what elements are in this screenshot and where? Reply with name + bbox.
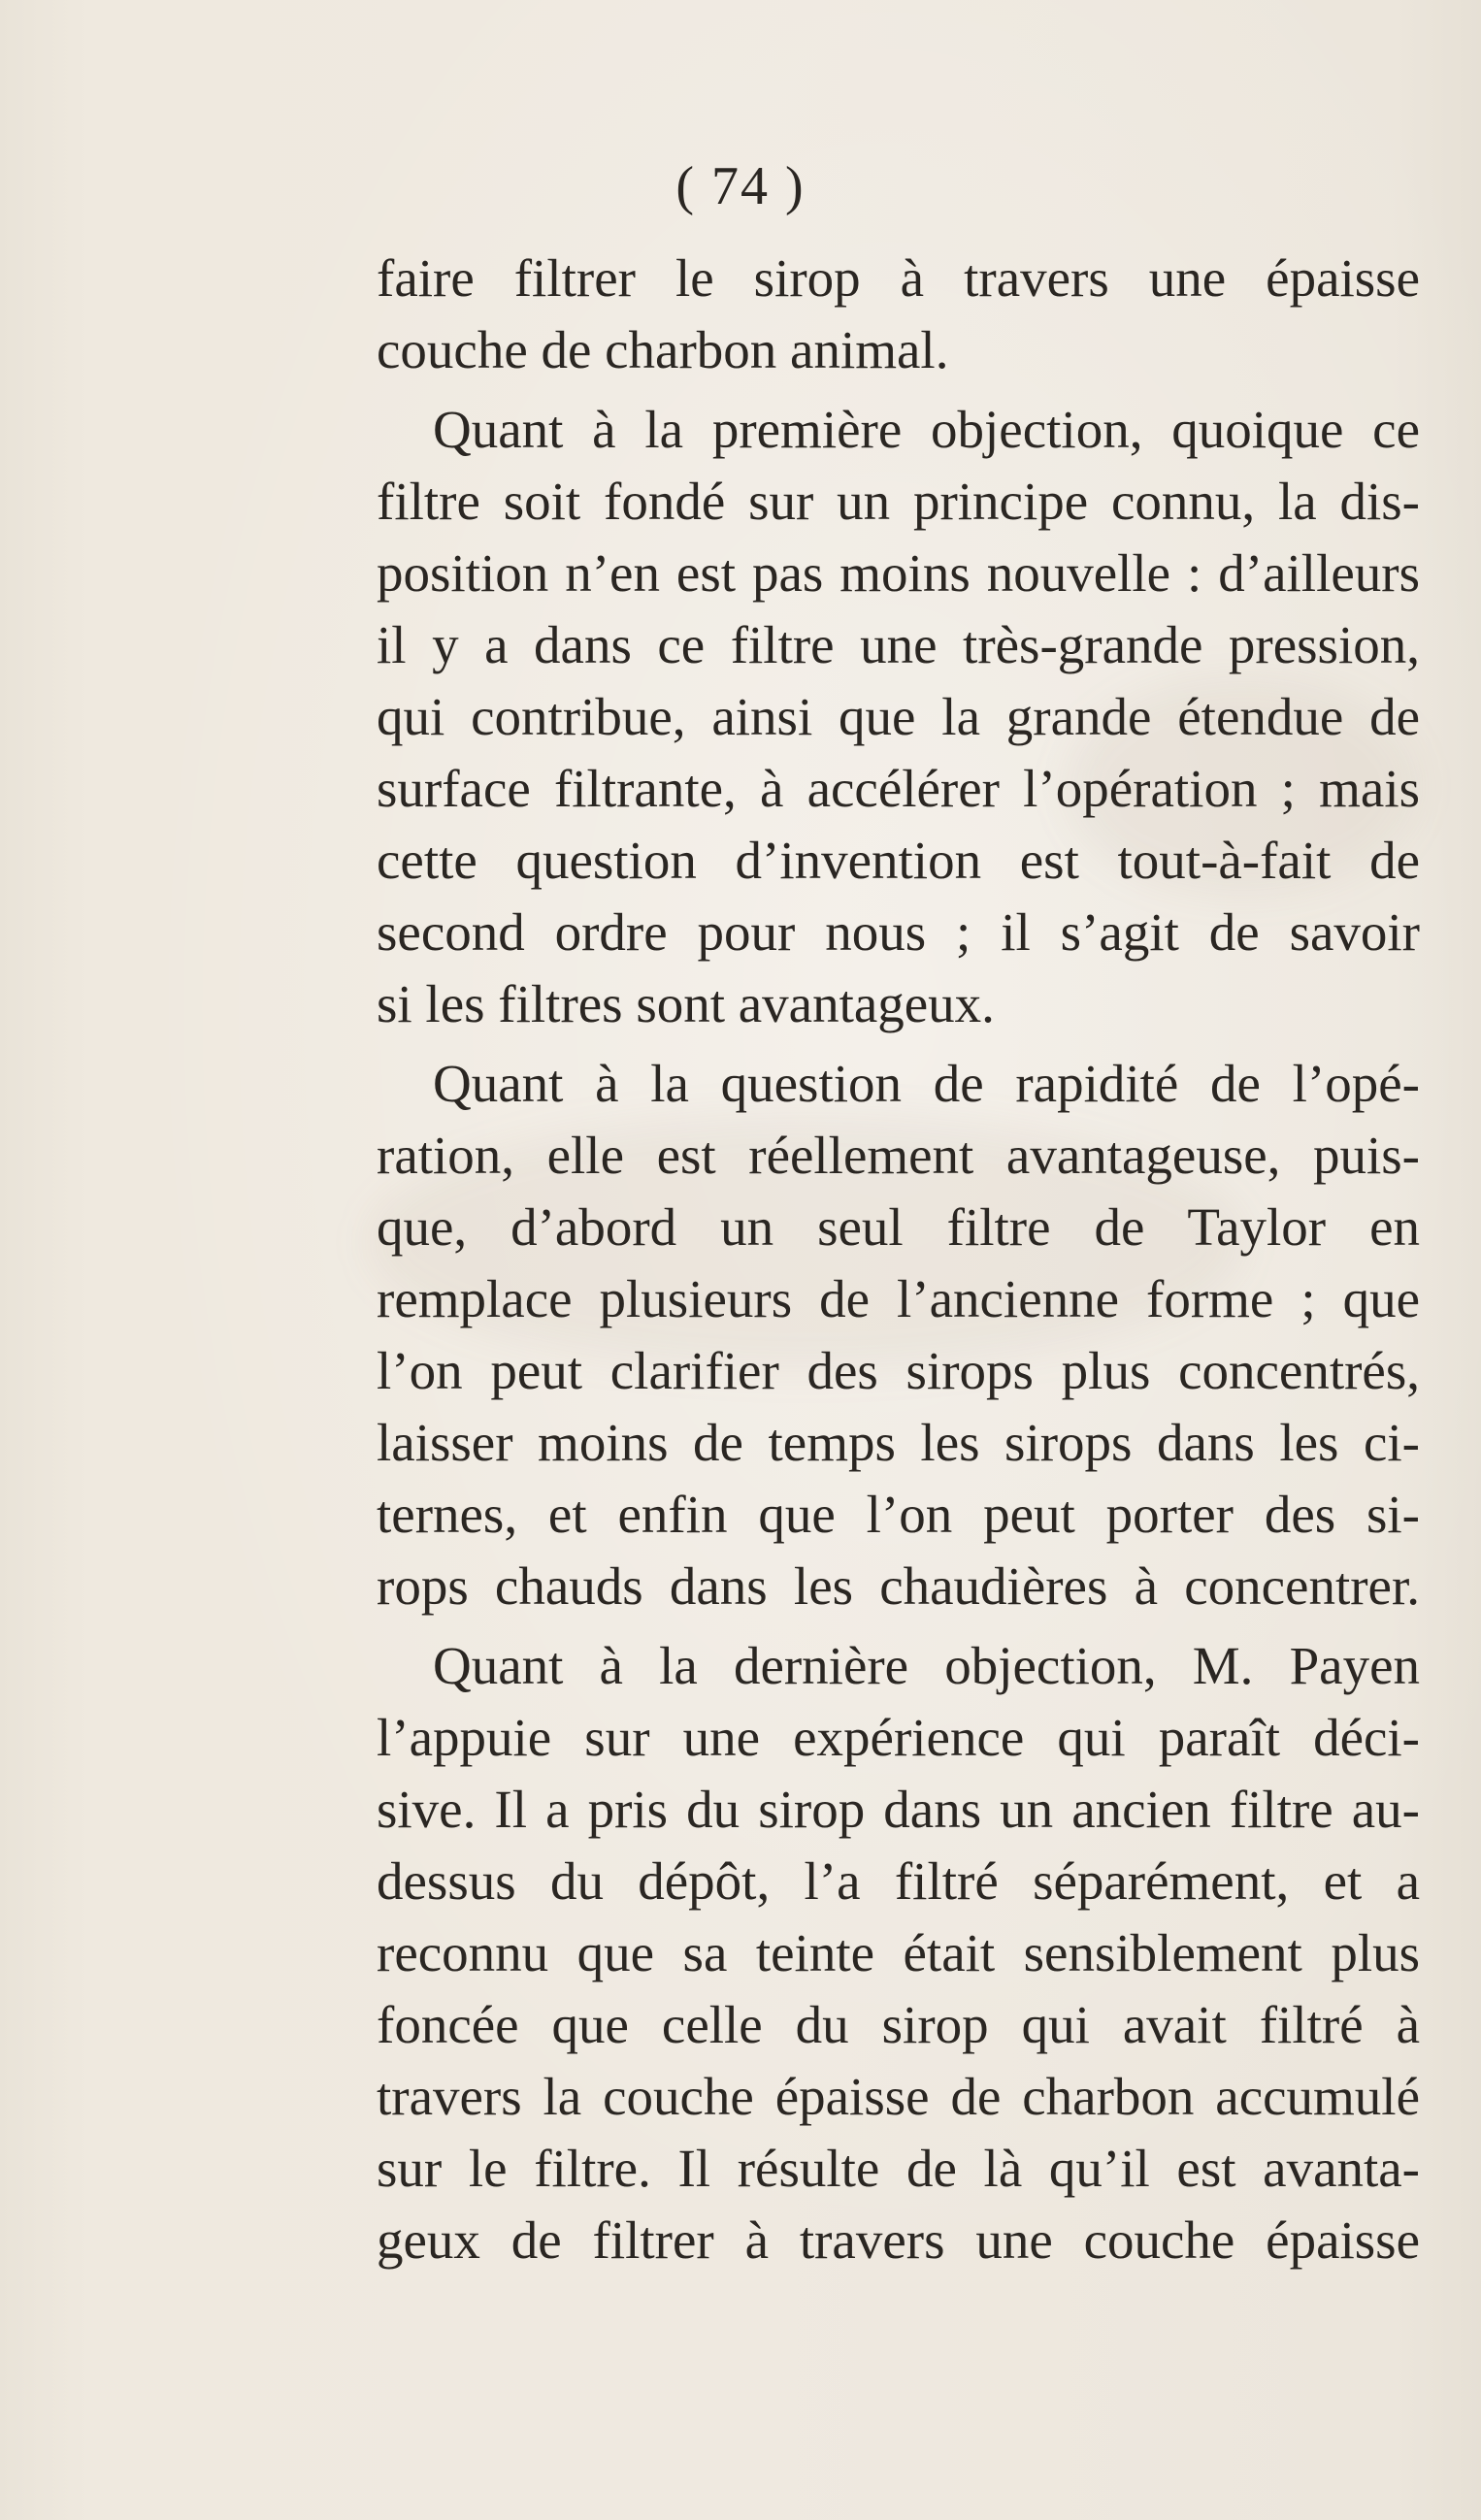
text-line: ration, elle est réellement avantageuse, puis- (377, 1126, 1420, 1185)
text-line: qui contribue, ainsi que la grande étendue de (377, 687, 1420, 746)
text-line: reconnu que sa teinte était sensiblement plus (377, 1923, 1420, 1982)
text-line: faire filtrer le sirop à travers une épaisse (377, 248, 1420, 308)
text-line: foncée que celle du sirop qui avait filtré à (377, 1995, 1420, 2054)
text-line: position n’en est pas moins nouvelle : d’ailleurs (377, 543, 1420, 603)
text-line: si les filtres sont avantageux. (377, 974, 995, 1033)
text-line: dessus du dépôt, l’a filtré séparément, et a (377, 1851, 1420, 1911)
text-line: l’appuie sur une expérience qui paraît déci- (377, 1708, 1420, 1767)
text-line: filtre soit fondé sur un principe connu, la dis- (377, 472, 1420, 531)
text-line: laisser moins de temps les sirops dans les ci- (377, 1413, 1420, 1472)
text-line: Quant à la dernière objection, M. Payen (433, 1636, 1420, 1695)
text-line: geux de filtrer à travers une couche épaisse (377, 2210, 1420, 2270)
text-line: surface filtrante, à accélérer l’opération ; mais (377, 759, 1420, 818)
text-line: rops chauds dans les chaudières à concentrer. (377, 1556, 1420, 1616)
text-line: Quant à la première objection, quoique ce (433, 400, 1420, 459)
text-line: ternes, et enfin que l’on peut porter des si- (377, 1485, 1420, 1544)
body-text (377, 243, 1420, 2276)
text-line: remplace plusieurs de l’ancienne forme ; que (377, 1269, 1420, 1328)
text-line: second ordre pour nous ; il s’agit de savoir (377, 902, 1420, 962)
text-line: que, d’abord un seul filtre de Taylor en (377, 1197, 1420, 1257)
text-line: cette question d’invention est tout-à-fait de (377, 831, 1420, 890)
text-line: couche de charbon animal. (377, 320, 949, 379)
text-line: travers la couche épaisse de charbon accumulé (377, 2067, 1420, 2126)
text-line: l’on peut clarifier des sirops plus concentrés, (377, 1341, 1420, 1400)
text-line: sive. Il a pris du sirop dans un ancien filtre au- (377, 1780, 1420, 1839)
text-line: il y a dans ce filtre une très-grande pression, (377, 615, 1420, 674)
text-line: Quant à la question de rapidité de l’opé- (433, 1054, 1420, 1113)
text-line: sur le filtre. Il résulte de là qu’il est avanta- (377, 2139, 1420, 2198)
page-number: ( 74 ) (675, 156, 806, 216)
